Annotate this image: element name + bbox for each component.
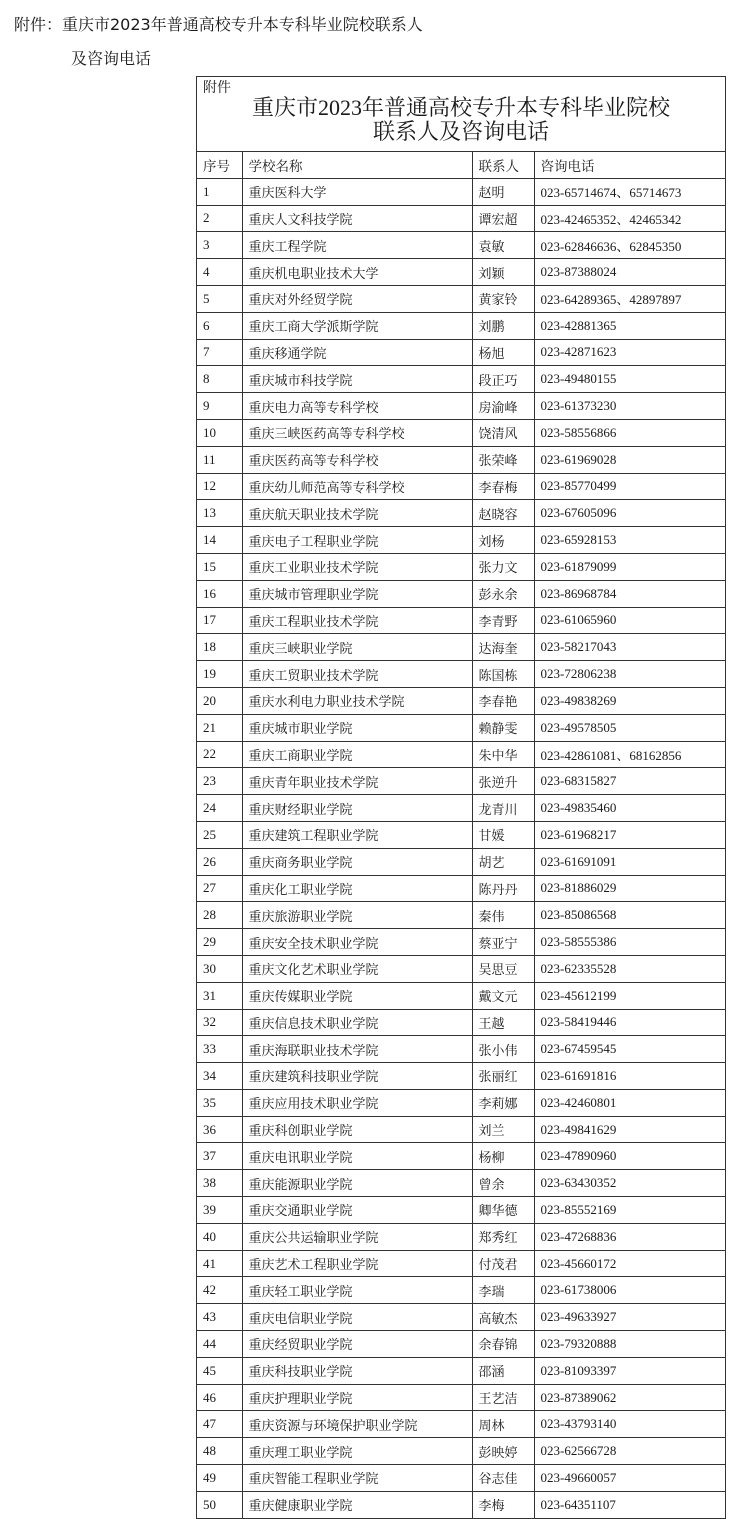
row-index: 3: [197, 232, 242, 259]
phone-number: 023-49633927: [534, 1304, 725, 1331]
row-index: 18: [197, 634, 242, 661]
school-name: 重庆电讯职业学院: [242, 1143, 472, 1170]
row-index: 23: [197, 768, 242, 795]
contact-person: 吴思豆: [472, 955, 534, 982]
table-row: [197, 795, 725, 822]
school-name: 重庆海联职业技术学院: [242, 1036, 472, 1063]
table-row: [197, 366, 725, 393]
row-index: 32: [197, 1009, 242, 1036]
table-row: [197, 821, 725, 848]
school-name: 重庆医药高等专科学校: [242, 446, 472, 473]
phone-number: 023-68315827: [534, 768, 725, 795]
table-row: [197, 393, 725, 420]
phone-number: 023-42460801: [534, 1089, 725, 1116]
row-index: 29: [197, 929, 242, 956]
phone-number: 023-81886029: [534, 875, 725, 902]
phone-number: 023-42881365: [534, 312, 725, 339]
phone-number: 023-58556866: [534, 419, 725, 446]
row-index: 28: [197, 902, 242, 929]
row-index: 48: [197, 1438, 242, 1465]
table-title-line2: 联系人及咨询电话: [372, 119, 549, 144]
school-name: 重庆化工职业学院: [242, 875, 472, 902]
table-row: [197, 929, 725, 956]
row-index: 2: [197, 205, 242, 232]
table-row: [197, 1304, 725, 1331]
contact-person: 杨旭: [472, 339, 534, 366]
phone-number: 023-64289365、42897897: [534, 285, 725, 312]
row-index: 15: [197, 553, 242, 580]
table-row: [197, 1277, 725, 1304]
table-row: [197, 1197, 725, 1224]
table-row: [197, 634, 725, 661]
phone-number: 023-58419446: [534, 1009, 725, 1036]
phone-number: 023-58217043: [534, 634, 725, 661]
contact-person: 刘颖: [472, 259, 534, 286]
school-name: 重庆对外经贸学院: [242, 285, 472, 312]
contact-person: 曾余: [472, 1170, 534, 1197]
contact-person: 张小伟: [472, 1036, 534, 1063]
table-body: [197, 178, 725, 1517]
school-name: 重庆建筑科技职业学院: [242, 1063, 472, 1090]
school-name: 重庆工商大学派斯学院: [242, 312, 472, 339]
school-name: 重庆工程学院: [242, 232, 472, 259]
document-heading-continued: 及咨询电话: [71, 49, 152, 68]
phone-number: 023-45660172: [534, 1250, 725, 1277]
phone-number: 023-67605096: [534, 500, 725, 527]
contact-person: 彭映婷: [472, 1438, 534, 1465]
table-row: [197, 1438, 725, 1465]
contact-person: 李青野: [472, 607, 534, 634]
table-row: [197, 232, 725, 259]
column-header-phone: 咨询电话: [534, 152, 725, 179]
table-row: [197, 285, 725, 312]
table-row: [197, 1331, 725, 1358]
contact-person: 李梅: [472, 1491, 534, 1517]
row-index: 21: [197, 714, 242, 741]
phone-number: 023-67459545: [534, 1036, 725, 1063]
school-name: 重庆艺术工程职业学院: [242, 1250, 472, 1277]
phone-number: 023-61065960: [534, 607, 725, 634]
contact-person: 张力文: [472, 553, 534, 580]
column-header-contact: 联系人: [472, 152, 534, 179]
school-name: 重庆工贸职业技术学院: [242, 661, 472, 688]
phone-number: 023-87389062: [534, 1384, 725, 1411]
phone-number: 023-61879099: [534, 553, 725, 580]
row-index: 5: [197, 285, 242, 312]
phone-number: 023-61738006: [534, 1277, 725, 1304]
table-row: [197, 1491, 725, 1517]
column-header-index: 序号: [197, 152, 242, 179]
phone-number: 023-49578505: [534, 714, 725, 741]
phone-number: 023-86968784: [534, 580, 725, 607]
table-row: [197, 473, 725, 500]
school-name: 重庆理工职业学院: [242, 1438, 472, 1465]
contact-person: 胡艺: [472, 848, 534, 875]
row-index: 36: [197, 1116, 242, 1143]
contact-person: 杨柳: [472, 1143, 534, 1170]
row-index: 43: [197, 1304, 242, 1331]
document-heading: 附件：重庆市2023年普通高校专升本专科毕业院校联系人: [14, 15, 423, 34]
phone-number: 023-49660057: [534, 1465, 725, 1492]
phone-number: 023-43793140: [534, 1411, 725, 1438]
school-name: 重庆护理职业学院: [242, 1384, 472, 1411]
row-index: 47: [197, 1411, 242, 1438]
phone-number: 023-47268836: [534, 1223, 725, 1250]
phone-number: 023-61691816: [534, 1063, 725, 1090]
contact-person: 谭宏超: [472, 205, 534, 232]
school-name: 重庆航天职业技术学院: [242, 500, 472, 527]
phone-number: 023-72806238: [534, 661, 725, 688]
school-name: 重庆水利电力职业技术学院: [242, 687, 472, 714]
school-name: 重庆工程职业技术学院: [242, 607, 472, 634]
contact-person: 王艺洁: [472, 1384, 534, 1411]
contact-person: 张丽红: [472, 1063, 534, 1090]
contact-person: 张荣峰: [472, 446, 534, 473]
table-header-row: [197, 152, 725, 179]
contact-person: 达海奎: [472, 634, 534, 661]
row-index: 35: [197, 1089, 242, 1116]
phone-number: 023-87388024: [534, 259, 725, 286]
table-row: [197, 1170, 725, 1197]
phone-number: 023-65714674、65714673: [534, 178, 725, 205]
row-index: 27: [197, 875, 242, 902]
table-row: [197, 1036, 725, 1063]
column-header-school: 学校名称: [242, 152, 472, 179]
row-index: 1: [197, 178, 242, 205]
row-index: 33: [197, 1036, 242, 1063]
row-index: 46: [197, 1384, 242, 1411]
school-name: 重庆资源与环境保护职业学院: [242, 1411, 472, 1438]
row-index: 31: [197, 982, 242, 1009]
contact-person: 周林: [472, 1411, 534, 1438]
phone-number: 023-85086568: [534, 902, 725, 929]
school-name: 重庆医科大学: [242, 178, 472, 205]
row-index: 9: [197, 393, 242, 420]
row-index: 6: [197, 312, 242, 339]
table-row: [197, 527, 725, 554]
contact-person: 张逆升: [472, 768, 534, 795]
table-row: [197, 982, 725, 1009]
contact-person: 余春锦: [472, 1331, 534, 1358]
school-name: 重庆能源职业学院: [242, 1170, 472, 1197]
contact-person: 袁敏: [472, 232, 534, 259]
phone-number: 023-45612199: [534, 982, 725, 1009]
row-index: 45: [197, 1357, 242, 1384]
row-index: 11: [197, 446, 242, 473]
table-row: [197, 339, 725, 366]
school-name: 重庆工业职业技术学院: [242, 553, 472, 580]
school-name: 重庆电力高等专科学校: [242, 393, 472, 420]
phone-number: 023-62566728: [534, 1438, 725, 1465]
table-row: [197, 259, 725, 286]
phone-number: 023-49480155: [534, 366, 725, 393]
row-index: 17: [197, 607, 242, 634]
table-row: [197, 714, 725, 741]
contact-person: 李瑞: [472, 1277, 534, 1304]
contact-person: 彭永余: [472, 580, 534, 607]
school-name: 重庆科技职业学院: [242, 1357, 472, 1384]
contact-person: 蔡亚宁: [472, 929, 534, 956]
contact-person: 朱中华: [472, 741, 534, 768]
attachment-tag: 附件: [203, 80, 231, 96]
school-name: 重庆建筑工程职业学院: [242, 821, 472, 848]
row-index: 4: [197, 259, 242, 286]
table-row: [197, 553, 725, 580]
school-name: 重庆移通学院: [242, 339, 472, 366]
phone-number: 023-63430352: [534, 1170, 725, 1197]
table-row: [197, 955, 725, 982]
contact-person: 戴文元: [472, 982, 534, 1009]
row-index: 41: [197, 1250, 242, 1277]
table-row: [197, 312, 725, 339]
row-index: 22: [197, 741, 242, 768]
contact-person: 谷志佳: [472, 1465, 534, 1492]
contact-person: 卿华德: [472, 1197, 534, 1224]
contact-person: 龙青川: [472, 795, 534, 822]
row-index: 10: [197, 419, 242, 446]
contact-person: 李春梅: [472, 473, 534, 500]
school-name: 重庆科创职业学院: [242, 1116, 472, 1143]
contact-person: 陈丹丹: [472, 875, 534, 902]
school-name: 重庆财经职业学院: [242, 795, 472, 822]
contact-person: 赵晓容: [472, 500, 534, 527]
school-name: 重庆信息技术职业学院: [242, 1009, 472, 1036]
table-row: [197, 1063, 725, 1090]
contact-person: 付茂君: [472, 1250, 534, 1277]
school-name: 重庆电信职业学院: [242, 1304, 472, 1331]
table-row: [197, 1089, 725, 1116]
school-name: 重庆应用技术职业学院: [242, 1089, 472, 1116]
school-name: 重庆幼儿师范高等专科学校: [242, 473, 472, 500]
row-index: 26: [197, 848, 242, 875]
contact-person: 王越: [472, 1009, 534, 1036]
school-name: 重庆人文科技学院: [242, 205, 472, 232]
table-row: [197, 1411, 725, 1438]
row-index: 38: [197, 1170, 242, 1197]
contact-person: 黄家铃: [472, 285, 534, 312]
table-row: [197, 768, 725, 795]
phone-number: 023-61968217: [534, 821, 725, 848]
table-row: [197, 875, 725, 902]
phone-number: 023-65928153: [534, 527, 725, 554]
table-row: [197, 687, 725, 714]
table-row: [197, 1384, 725, 1411]
phone-number: 023-61969028: [534, 446, 725, 473]
table-row: [197, 205, 725, 232]
row-index: 44: [197, 1331, 242, 1358]
school-name: 重庆三峡职业学院: [242, 634, 472, 661]
school-name: 重庆交通职业学院: [242, 1197, 472, 1224]
contact-person: 陈国栋: [472, 661, 534, 688]
row-index: 19: [197, 661, 242, 688]
row-index: 13: [197, 500, 242, 527]
school-name: 重庆工商职业学院: [242, 741, 472, 768]
school-name: 重庆安全技术职业学院: [242, 929, 472, 956]
phone-number: 023-42861081、68162856: [534, 741, 725, 768]
school-name: 重庆智能工程职业学院: [242, 1465, 472, 1492]
contact-person: 刘鹏: [472, 312, 534, 339]
phone-number: 023-47890960: [534, 1143, 725, 1170]
table-row: [197, 661, 725, 688]
phone-number: 023-62335528: [534, 955, 725, 982]
phone-number: 023-61373230: [534, 393, 725, 420]
table-row: [197, 1357, 725, 1384]
phone-number: 023-58555386: [534, 929, 725, 956]
phone-number: 023-79320888: [534, 1331, 725, 1358]
row-index: 20: [197, 687, 242, 714]
row-index: 25: [197, 821, 242, 848]
school-name: 重庆三峡医药高等专科学校: [242, 419, 472, 446]
contact-person: 赵明: [472, 178, 534, 205]
row-index: 24: [197, 795, 242, 822]
row-index: 37: [197, 1143, 242, 1170]
table-row: [197, 741, 725, 768]
contact-person: 刘兰: [472, 1116, 534, 1143]
contact-person: 甘媛: [472, 821, 534, 848]
row-index: 7: [197, 339, 242, 366]
contact-person: 段正巧: [472, 366, 534, 393]
school-name: 重庆传媒职业学院: [242, 982, 472, 1009]
school-name: 重庆公共运输职业学院: [242, 1223, 472, 1250]
table-row: [197, 446, 725, 473]
table-row: [197, 419, 725, 446]
school-name: 重庆城市管理职业学院: [242, 580, 472, 607]
table-row: [197, 607, 725, 634]
table-row: [197, 1116, 725, 1143]
school-name: 重庆经贸职业学院: [242, 1331, 472, 1358]
phone-number: 023-49838269: [534, 687, 725, 714]
contact-person: 赖静雯: [472, 714, 534, 741]
contact-person: 李春艳: [472, 687, 534, 714]
table-row: [197, 1143, 725, 1170]
row-index: 8: [197, 366, 242, 393]
school-name: 重庆城市科技学院: [242, 366, 472, 393]
row-index: 39: [197, 1197, 242, 1224]
phone-number: 023-49841629: [534, 1116, 725, 1143]
school-name: 重庆电子工程职业学院: [242, 527, 472, 554]
row-index: 42: [197, 1277, 242, 1304]
school-name: 重庆旅游职业学院: [242, 902, 472, 929]
table-title: [197, 96, 725, 151]
contact-table-container: [196, 76, 726, 1519]
phone-number: 023-81093397: [534, 1357, 725, 1384]
table-row: [197, 580, 725, 607]
phone-number: 023-85770499: [534, 473, 725, 500]
school-name: 重庆机电职业技术大学: [242, 259, 472, 286]
table-row: [197, 848, 725, 875]
school-name: 重庆青年职业技术学院: [242, 768, 472, 795]
contact-person: 邵涵: [472, 1357, 534, 1384]
row-index: 30: [197, 955, 242, 982]
school-name: 重庆文化艺术职业学院: [242, 955, 472, 982]
contact-person: 李莉娜: [472, 1089, 534, 1116]
row-index: 12: [197, 473, 242, 500]
row-index: 49: [197, 1465, 242, 1492]
phone-number: 023-49835460: [534, 795, 725, 822]
row-index: 34: [197, 1063, 242, 1090]
row-index: 50: [197, 1491, 242, 1517]
row-index: 40: [197, 1223, 242, 1250]
phone-number: 023-42871623: [534, 339, 725, 366]
table-row: [197, 178, 725, 205]
row-index: 16: [197, 580, 242, 607]
table-row: [197, 1465, 725, 1492]
table-row: [197, 1250, 725, 1277]
contact-person: 房渝峰: [472, 393, 534, 420]
school-name: 重庆城市职业学院: [242, 714, 472, 741]
table-row: [197, 1009, 725, 1036]
phone-number: 023-85552169: [534, 1197, 725, 1224]
table-title-line1: 重庆市2023年普通高校专升本专科毕业院校: [251, 95, 670, 120]
table-row: [197, 902, 725, 929]
contact-person: 秦伟: [472, 902, 534, 929]
phone-number: 023-64351107: [534, 1491, 725, 1517]
school-name: 重庆轻工职业学院: [242, 1277, 472, 1304]
table-row: [197, 500, 725, 527]
school-name: 重庆健康职业学院: [242, 1491, 472, 1517]
row-index: 14: [197, 527, 242, 554]
contact-person: 饶清风: [472, 419, 534, 446]
phone-number: 023-61691091: [534, 848, 725, 875]
table-row: [197, 1223, 725, 1250]
contact-table: [197, 151, 725, 1518]
school-name: 重庆商务职业学院: [242, 848, 472, 875]
phone-number: 023-42465352、42465342: [534, 205, 725, 232]
contact-person: 刘杨: [472, 527, 534, 554]
phone-number: 023-62846636、62845350: [534, 232, 725, 259]
contact-person: 郑秀红: [472, 1223, 534, 1250]
contact-person: 高敏杰: [472, 1304, 534, 1331]
